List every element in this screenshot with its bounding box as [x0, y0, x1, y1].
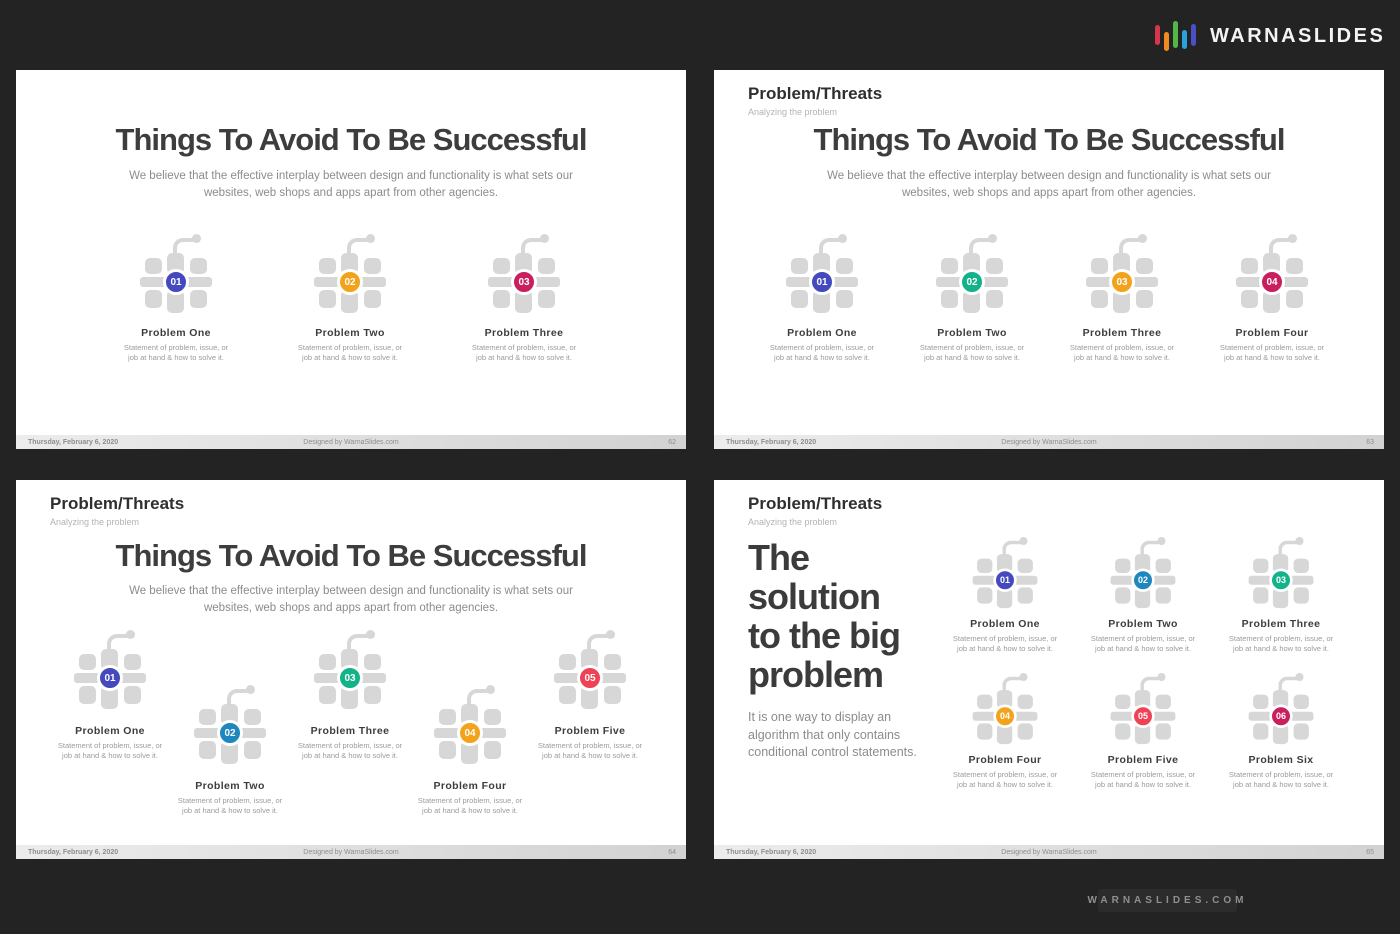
- bomb-icon: [941, 234, 1003, 314]
- problem-item: [1212, 673, 1350, 789]
- bomb-fuse-spark: [838, 234, 847, 243]
- footer-page-number: 65: [1366, 848, 1374, 856]
- problem-number-badge: 01: [163, 269, 189, 295]
- bomb-fuse-spark: [606, 630, 615, 639]
- slide-footer: [714, 435, 1384, 449]
- slide-thumbnail-2[interactable]: [714, 70, 1384, 449]
- slide-title: Things To Avoid To Be Successful: [813, 122, 1285, 157]
- bomb-icon: [977, 673, 1033, 745]
- problem-number-badge: 02: [337, 269, 363, 295]
- bomb-fuse-spark: [366, 234, 375, 243]
- problem-statement: Statement of problem, issue, or job at hand & how to solve it.: [417, 796, 523, 815]
- problem-items-row: [89, 234, 611, 363]
- bomb-fuse-spark: [486, 685, 495, 694]
- problem-title: Problem Three: [310, 725, 390, 737]
- bomb-icon: [439, 685, 501, 765]
- footer-date: Thursday, February 6, 2020: [28, 848, 119, 856]
- slide-footer: [16, 435, 686, 449]
- problem-number-badge: 06: [1269, 705, 1292, 728]
- problem-item: [50, 630, 170, 761]
- problem-title: Problem Two: [195, 780, 265, 792]
- slide-header-title: Problem/Threats: [748, 84, 883, 103]
- problem-statement: Statement of problem, issue, or job at hand & how to solve it.: [177, 796, 283, 815]
- footer-credit: Designed by WarnaSlides.com: [1001, 438, 1097, 446]
- equalizer-bars-icon: [1155, 16, 1197, 56]
- problem-statement: Statement of problem, issue, or job at hand & how to solve it.: [1228, 770, 1334, 789]
- problem-statement: Statement of problem, issue, or job at hand & how to solve it.: [1090, 770, 1196, 789]
- slide-header-subtitle: Analyzing the problem: [748, 107, 838, 117]
- problem-item: [1212, 537, 1350, 653]
- problem-number-badge: 05: [1131, 705, 1154, 728]
- bomb-fuse-spark: [540, 234, 549, 243]
- problem-item: [1074, 537, 1212, 653]
- problem-item: [530, 630, 650, 761]
- footer-page-number: 64: [668, 848, 676, 856]
- problem-item: [747, 234, 897, 363]
- problem-statement: Statement of problem, issue, or job at hand & how to solve it.: [537, 741, 643, 760]
- slide-subtitle: We believe that the effective interplay between design and functionality is what sets our websites, web shops and apps apart from other agencies.: [827, 170, 1271, 199]
- problem-statement: Statement of problem, issue, or job at hand & how to solve it.: [57, 741, 163, 760]
- slide-header-title: Problem/Threats: [50, 494, 185, 513]
- footer-page-number: 62: [668, 438, 676, 446]
- problem-item: [936, 537, 1074, 653]
- problem-number-badge: 02: [1131, 569, 1154, 592]
- solution-text-block: [748, 538, 948, 762]
- problem-title: Problem One: [141, 327, 211, 339]
- bomb-fuse-spark: [1295, 673, 1303, 681]
- problem-item: [1197, 234, 1347, 363]
- bomb-icon: [493, 234, 555, 314]
- bomb-fuse-spark: [1295, 537, 1303, 545]
- slide-thumbnail-4[interactable]: [714, 480, 1384, 859]
- problem-statement: Statement of problem, issue, or job at hand & how to solve it.: [297, 343, 403, 362]
- problem-statement: Statement of problem, issue, or job at hand & how to solve it.: [297, 741, 403, 760]
- bomb-icon: [1253, 673, 1309, 745]
- solution-title-line: The: [748, 537, 810, 578]
- problem-title: Problem Four: [433, 780, 507, 792]
- bomb-icon: [319, 630, 381, 710]
- problem-items-grid: [936, 537, 1350, 789]
- slide-header: [748, 494, 882, 527]
- problem-number-badge: 03: [1269, 569, 1292, 592]
- problem-item: [290, 630, 410, 761]
- footer-credit: Designed by WarnaSlides.com: [303, 438, 399, 446]
- problem-title: Problem Five: [1107, 754, 1179, 766]
- problem-items-row: [747, 234, 1347, 363]
- problem-title: Problem Six: [1248, 754, 1314, 766]
- bomb-icon: [977, 537, 1033, 609]
- problem-statement: Statement of problem, issue, or job at hand & how to solve it.: [1228, 634, 1334, 653]
- bomb-icon: [199, 685, 261, 765]
- problem-item: [170, 685, 290, 816]
- problem-title: Problem Three: [1241, 618, 1321, 630]
- brand-logo: [1155, 16, 1385, 56]
- footer-credit: Designed by WarnaSlides.com: [1001, 848, 1097, 856]
- bomb-fuse-spark: [1288, 234, 1297, 243]
- problem-statement: Statement of problem, issue, or job at hand & how to solve it.: [471, 343, 577, 362]
- slide-footer: [16, 845, 686, 859]
- brand-wordmark: WARNASLIDES: [1210, 24, 1386, 47]
- problem-number-badge: 03: [511, 269, 537, 295]
- slide-header-subtitle: Analyzing the problem: [50, 517, 140, 527]
- solution-title-line: problem: [748, 654, 884, 695]
- problem-item: [410, 685, 530, 816]
- problem-statement: Statement of problem, issue, or job at hand & how to solve it.: [919, 343, 1025, 362]
- problem-statement: Statement of problem, issue, or job at hand & how to solve it.: [123, 343, 229, 362]
- bomb-fuse-spark: [988, 234, 997, 243]
- problem-items-row: [50, 630, 650, 816]
- footer-credit: Designed by WarnaSlides.com: [303, 848, 399, 856]
- problem-number-badge: 01: [993, 569, 1016, 592]
- problem-title: Problem Four: [1235, 327, 1309, 339]
- problem-title: Problem Two: [937, 327, 1007, 339]
- problem-statement: Statement of problem, issue, or job at hand & how to solve it.: [952, 634, 1058, 653]
- problem-item: [1047, 234, 1197, 363]
- problem-number-badge: 04: [457, 720, 483, 746]
- slide-header: [50, 494, 184, 527]
- bomb-fuse-spark: [1019, 537, 1027, 545]
- problem-number-badge: 01: [809, 269, 835, 295]
- bomb-icon: [79, 630, 141, 710]
- solution-description: It is one way to display an algorithm that only contains conditional control statements.: [748, 710, 917, 759]
- problem-title: Problem Five: [554, 725, 626, 737]
- problem-number-badge: 04: [1259, 269, 1285, 295]
- problem-statement: Statement of problem, issue, or job at hand & how to solve it.: [769, 343, 875, 362]
- bomb-fuse-spark: [246, 685, 255, 694]
- slide-title: Things To Avoid To Be Successful: [115, 122, 587, 157]
- problem-number-badge: 05: [577, 665, 603, 691]
- problem-title: Problem One: [787, 327, 857, 339]
- problem-title: Problem Three: [484, 327, 564, 339]
- bomb-icon: [319, 234, 381, 314]
- problem-title: Problem Four: [968, 754, 1042, 766]
- bomb-fuse-spark: [192, 234, 201, 243]
- bomb-icon: [145, 234, 207, 314]
- bomb-icon: [1115, 537, 1171, 609]
- slide-title: Things To Avoid To Be Successful: [115, 538, 587, 573]
- problem-item: [437, 234, 611, 363]
- slide-subtitle: We believe that the effective interplay between design and functionality is what sets our websites, web shops and apps apart from other agencies.: [129, 585, 573, 614]
- bomb-icon: [559, 630, 621, 710]
- solution-title-line: solution: [748, 576, 880, 617]
- problem-number-badge: 04: [993, 705, 1016, 728]
- footer-page-number: 63: [1366, 438, 1374, 446]
- problem-statement: Statement of problem, issue, or job at hand & how to solve it.: [1069, 343, 1175, 362]
- slide-thumbnail-1[interactable]: [16, 70, 686, 449]
- problem-statement: Statement of problem, issue, or job at hand & how to solve it.: [952, 770, 1058, 789]
- bomb-icon: [1091, 234, 1153, 314]
- problem-item: [263, 234, 437, 363]
- problem-title: Problem Three: [1082, 327, 1162, 339]
- problem-title: Problem One: [970, 618, 1040, 630]
- problem-number-badge: 03: [337, 665, 363, 691]
- bomb-fuse-spark: [1157, 537, 1165, 545]
- footer-date: Thursday, February 6, 2020: [28, 438, 119, 446]
- problem-item: [1074, 673, 1212, 789]
- bomb-fuse-spark: [366, 630, 375, 639]
- footer-date: Thursday, February 6, 2020: [726, 848, 817, 856]
- problem-title: Problem One: [75, 725, 145, 737]
- problem-title: Problem Two: [1108, 618, 1178, 630]
- slide-subtitle: We believe that the effective interplay between design and functionality is what sets our websites, web shops and apps apart from other agencies.: [129, 170, 573, 199]
- bomb-fuse-spark: [126, 630, 135, 639]
- problem-item: [89, 234, 263, 363]
- problem-number-badge: 03: [1109, 269, 1135, 295]
- footer-date: Thursday, February 6, 2020: [726, 438, 817, 446]
- slide-header: [748, 84, 882, 117]
- problem-statement: Statement of problem, issue, or job at hand & how to solve it.: [1219, 343, 1325, 362]
- slide-header-subtitle: Analyzing the problem: [748, 517, 838, 527]
- slide-header-title: Problem/Threats: [748, 494, 883, 513]
- site-watermark: WARNASLIDES.COM: [1098, 889, 1237, 912]
- bomb-fuse-spark: [1019, 673, 1027, 681]
- solution-title-line: to the big: [748, 615, 900, 656]
- bomb-fuse-spark: [1157, 673, 1165, 681]
- bomb-fuse-spark: [1138, 234, 1147, 243]
- bomb-icon: [791, 234, 853, 314]
- bomb-icon: [1253, 537, 1309, 609]
- problem-statement: Statement of problem, issue, or job at hand & how to solve it.: [1090, 634, 1196, 653]
- problem-item: [936, 673, 1074, 789]
- slide-footer: [714, 845, 1384, 859]
- bomb-icon: [1241, 234, 1303, 314]
- problem-number-badge: 02: [217, 720, 243, 746]
- slide-thumbnail-3[interactable]: [16, 480, 686, 859]
- problem-number-badge: 02: [959, 269, 985, 295]
- problem-title: Problem Two: [315, 327, 385, 339]
- problem-item: [897, 234, 1047, 363]
- problem-number-badge: 01: [97, 665, 123, 691]
- bomb-icon: [1115, 673, 1171, 745]
